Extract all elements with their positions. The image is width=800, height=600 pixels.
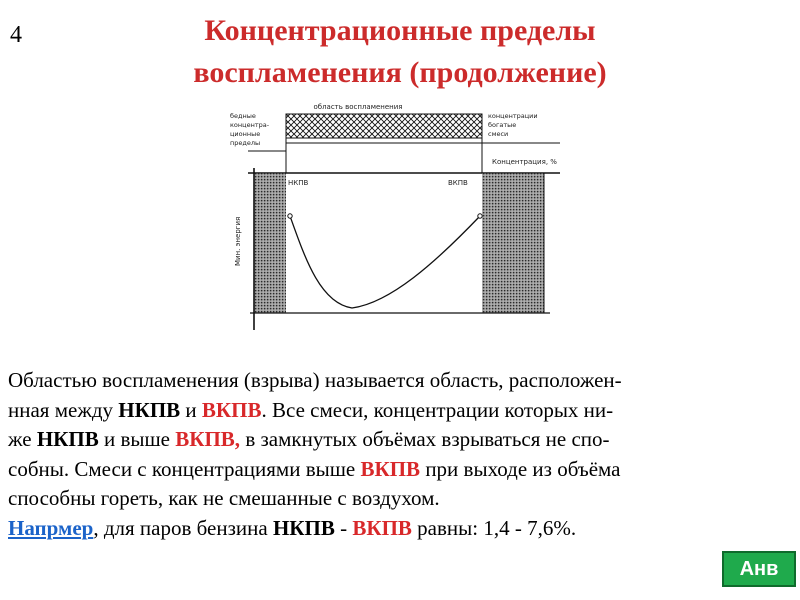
text-seg: и выше — [98, 427, 176, 451]
body-paragraph — [8, 366, 792, 543]
body-line-5: способны гореть, как не смешанные с воздухом. — [8, 486, 440, 510]
text-seg: же — [8, 427, 37, 451]
text-seg: нная между — [8, 397, 119, 422]
term-vkpv: ВКПВ, — [175, 427, 241, 451]
label-y-axis: Мин. энергия — [234, 216, 242, 266]
label-lean-3: ционные — [230, 130, 261, 138]
body-line-2 — [8, 396, 792, 426]
body-line-1: Областью воспламенения (взрыва) называется область, расположен- — [8, 368, 622, 392]
rich-zone — [482, 173, 544, 313]
label-rich-3: смеси — [488, 130, 509, 138]
text-seg: . Все смеси, концентрации которых ни- — [261, 397, 614, 422]
text-seg: - — [334, 515, 353, 540]
body-line-6 — [8, 514, 792, 544]
label-rich-1: концентрации — [488, 112, 538, 120]
diagram-svg — [210, 98, 580, 340]
ignition-region-band — [286, 114, 482, 138]
term-vkpv: ВКПВ — [201, 397, 262, 422]
label-lean-1: бедные — [230, 112, 256, 120]
text-seg: в замкнутых объёмах взрываться не спо- — [240, 427, 610, 451]
point-vkpv — [478, 214, 482, 218]
example-link[interactable]: Напрмер — [8, 515, 94, 540]
term-nkpv: НКПВ — [36, 427, 99, 451]
label-lean-2: концентра- — [230, 121, 270, 129]
title-line-2: воспламенения (продолжение) — [193, 56, 607, 89]
label-nkpv: НКПВ — [288, 179, 309, 187]
label-concentration: Концентрация, % — [492, 158, 557, 166]
text-seg: , для паров бензина — [93, 515, 273, 540]
ignition-curve — [290, 216, 480, 308]
title-line-1: Концентрационные пределы — [204, 14, 596, 47]
flammability-diagram — [210, 98, 580, 340]
lean-zone — [254, 173, 286, 313]
term-vkpv: ВКПВ — [352, 515, 412, 540]
anv-button[interactable]: Анв — [722, 551, 796, 587]
term-nkpv: НКПВ — [272, 515, 335, 540]
body-line-3 — [8, 425, 792, 455]
text-seg: при выходе из объёма — [420, 456, 621, 481]
label-ignition-area: область воспламенения — [313, 103, 403, 111]
label-vkpv: ВКПВ — [448, 179, 468, 187]
term-vkpv: ВКПВ — [360, 456, 421, 481]
body-line-4 — [8, 455, 792, 485]
label-lean-4: пределы — [230, 139, 261, 147]
point-nkpv — [288, 214, 292, 218]
text-seg: и — [180, 397, 202, 422]
label-rich-2: богатые — [488, 121, 517, 129]
text-seg: собны. Смеси с концентрациями выше — [8, 456, 361, 481]
term-nkpv: НКПВ — [118, 397, 181, 422]
slide-number: 4 — [10, 22, 22, 48]
text-seg: равны: 1,4 - 7,6%. — [411, 515, 577, 540]
ignition-region-lower — [286, 138, 482, 143]
slide-title — [100, 10, 700, 94]
